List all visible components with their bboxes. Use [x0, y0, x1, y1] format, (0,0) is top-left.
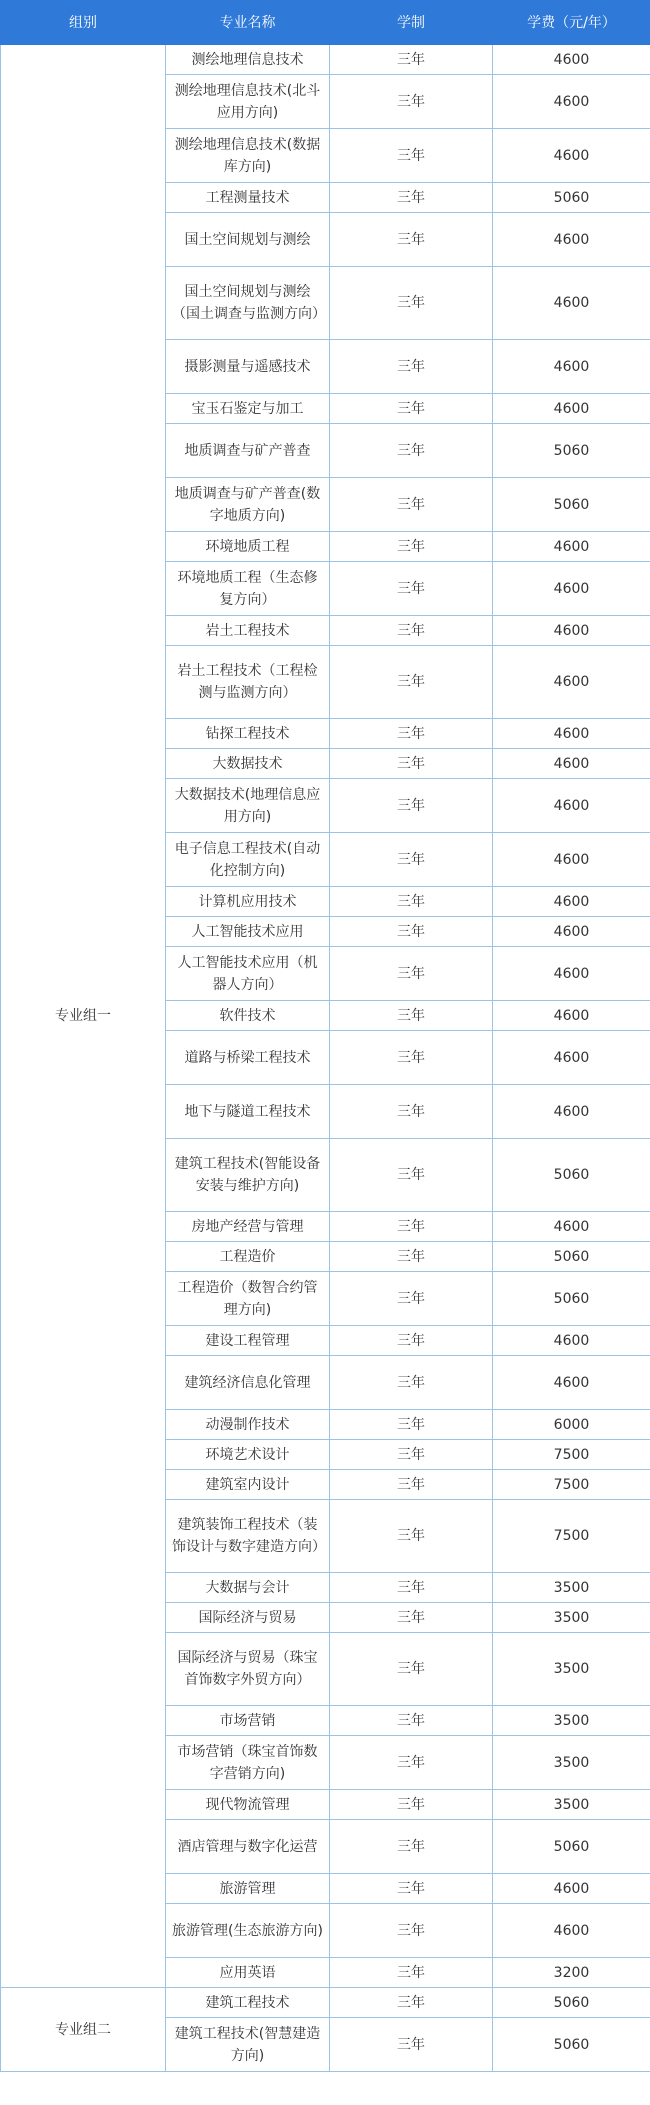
fee-cell: 4600: [493, 719, 650, 749]
major-name-cell: 岩土工程技术: [166, 616, 330, 646]
major-name-cell: 环境艺术设计: [166, 1440, 330, 1470]
duration-cell: 三年: [330, 1212, 493, 1242]
fee-cell: 3500: [493, 1736, 650, 1790]
fee-cell: 3500: [493, 1706, 650, 1736]
major-name-cell: 动漫制作技术: [166, 1410, 330, 1440]
duration-cell: 三年: [330, 1706, 493, 1736]
fee-cell: 3200: [493, 1958, 650, 1988]
duration-cell: 三年: [330, 616, 493, 646]
major-name-cell: 工程造价: [166, 1242, 330, 1272]
major-name-cell: 大数据技术(地理信息应用方向): [166, 779, 330, 833]
fee-cell: 4600: [493, 1326, 650, 1356]
major-name-cell: 市场营销（珠宝首饰数字营销方向): [166, 1736, 330, 1790]
fee-cell: 5060: [493, 1820, 650, 1874]
duration-cell: 三年: [330, 1573, 493, 1603]
duration-cell: 三年: [330, 1790, 493, 1820]
table-body: [1, 45, 650, 2072]
fee-cell: 4600: [493, 833, 650, 887]
header-major: 专业名称: [166, 1, 330, 45]
duration-cell: 三年: [330, 424, 493, 478]
major-name-cell: 房地产经营与管理: [166, 1212, 330, 1242]
major-name-cell: 应用英语: [166, 1958, 330, 1988]
major-name-cell: 环境地质工程（生态修复方向）: [166, 562, 330, 616]
fee-cell: 4600: [493, 1874, 650, 1904]
fee-cell: 4600: [493, 213, 650, 267]
fee-cell: 4600: [493, 887, 650, 917]
major-name-cell: 地质调查与矿产普查(数字地质方向): [166, 478, 330, 532]
duration-cell: 三年: [330, 1470, 493, 1500]
fee-cell: 4600: [493, 1212, 650, 1242]
major-name-cell: 人工智能技术应用（机器人方向）: [166, 947, 330, 1001]
major-name-cell: 软件技术: [166, 1001, 330, 1031]
duration-cell: 三年: [330, 947, 493, 1001]
fee-cell: 4600: [493, 75, 650, 129]
group-cell: 专业组二: [1, 1988, 166, 2072]
fee-cell: 5060: [493, 2018, 650, 2072]
major-name-cell: 工程造价（数智合约管理方向): [166, 1272, 330, 1326]
fee-cell: 4600: [493, 1904, 650, 1958]
duration-cell: 三年: [330, 183, 493, 213]
duration-cell: 三年: [330, 1410, 493, 1440]
major-name-cell: 大数据技术: [166, 749, 330, 779]
fee-cell: 4600: [493, 532, 650, 562]
fee-cell: 3500: [493, 1603, 650, 1633]
fee-cell: 7500: [493, 1470, 650, 1500]
duration-cell: 三年: [330, 1242, 493, 1272]
major-name-cell: 现代物流管理: [166, 1790, 330, 1820]
group-cell: 专业组一: [1, 45, 166, 1988]
major-name-cell: 测绘地理信息技术: [166, 45, 330, 75]
duration-cell: 三年: [330, 1988, 493, 2018]
major-name-cell: 宝玉石鉴定与加工: [166, 394, 330, 424]
duration-cell: 三年: [330, 646, 493, 719]
major-name-cell: 工程测量技术: [166, 183, 330, 213]
duration-cell: 三年: [330, 1820, 493, 1874]
fee-cell: 4600: [493, 646, 650, 719]
fee-cell: 4600: [493, 749, 650, 779]
duration-cell: 三年: [330, 340, 493, 394]
duration-cell: 三年: [330, 129, 493, 183]
fee-cell: 4600: [493, 45, 650, 75]
fee-cell: 4600: [493, 779, 650, 833]
major-name-cell: 建筑工程技术(智慧建造方向): [166, 2018, 330, 2072]
major-name-cell: 道路与桥梁工程技术: [166, 1031, 330, 1085]
major-name-cell: 大数据与会计: [166, 1573, 330, 1603]
major-name-cell: 旅游管理(生态旅游方向): [166, 1904, 330, 1958]
fee-cell: 4600: [493, 267, 650, 340]
major-name-cell: 建筑工程技术: [166, 1988, 330, 2018]
duration-cell: 三年: [330, 917, 493, 947]
duration-cell: 三年: [330, 1500, 493, 1573]
major-name-cell: 建筑装饰工程技术（装饰设计与数字建造方向）: [166, 1500, 330, 1573]
major-name-cell: 测绘地理信息技术(数据库方向): [166, 129, 330, 183]
duration-cell: 三年: [330, 1633, 493, 1706]
fee-cell: 4600: [493, 616, 650, 646]
fee-cell: 7500: [493, 1500, 650, 1573]
table-header-row: [1, 1, 650, 45]
fee-cell: 6000: [493, 1410, 650, 1440]
header-duration: 学制: [330, 1, 493, 45]
fee-cell: 4600: [493, 340, 650, 394]
fee-cell: 4600: [493, 1031, 650, 1085]
fee-cell: 5060: [493, 1139, 650, 1212]
duration-cell: 三年: [330, 1139, 493, 1212]
major-name-cell: 钻探工程技术: [166, 719, 330, 749]
fee-cell: 3500: [493, 1790, 650, 1820]
header-group: 组别: [1, 1, 166, 45]
table-row: [1, 1988, 650, 2018]
major-name-cell: 旅游管理: [166, 1874, 330, 1904]
duration-cell: 三年: [330, 2018, 493, 2072]
duration-cell: 三年: [330, 719, 493, 749]
duration-cell: 三年: [330, 267, 493, 340]
major-name-cell: 测绘地理信息技术(北斗应用方向): [166, 75, 330, 129]
major-name-cell: 人工智能技术应用: [166, 917, 330, 947]
duration-cell: 三年: [330, 394, 493, 424]
major-name-cell: 建筑经济信息化管理: [166, 1356, 330, 1410]
fee-cell: 4600: [493, 394, 650, 424]
duration-cell: 三年: [330, 75, 493, 129]
major-name-cell: 建筑室内设计: [166, 1470, 330, 1500]
fee-cell: 4600: [493, 562, 650, 616]
fee-cell: 4600: [493, 1085, 650, 1139]
duration-cell: 三年: [330, 1440, 493, 1470]
major-name-cell: 市场营销: [166, 1706, 330, 1736]
major-name-cell: 建设工程管理: [166, 1326, 330, 1356]
duration-cell: 三年: [330, 478, 493, 532]
fee-cell: 5060: [493, 478, 650, 532]
duration-cell: 三年: [330, 1326, 493, 1356]
duration-cell: 三年: [330, 1874, 493, 1904]
duration-cell: 三年: [330, 1001, 493, 1031]
duration-cell: 三年: [330, 1958, 493, 1988]
duration-cell: 三年: [330, 562, 493, 616]
major-name-cell: 国土空间规划与测绘: [166, 213, 330, 267]
table-row: [1, 45, 650, 75]
major-name-cell: 建筑工程技术(智能设备安装与维护方向): [166, 1139, 330, 1212]
duration-cell: 三年: [330, 532, 493, 562]
duration-cell: 三年: [330, 887, 493, 917]
major-name-cell: 电子信息工程技术(自动化控制方向): [166, 833, 330, 887]
duration-cell: 三年: [330, 1904, 493, 1958]
major-name-cell: 酒店管理与数字化运营: [166, 1820, 330, 1874]
fee-cell: 4600: [493, 129, 650, 183]
duration-cell: 三年: [330, 1356, 493, 1410]
duration-cell: 三年: [330, 749, 493, 779]
fee-cell: 5060: [493, 424, 650, 478]
fee-cell: 4600: [493, 1001, 650, 1031]
major-name-cell: 环境地质工程: [166, 532, 330, 562]
duration-cell: 三年: [330, 833, 493, 887]
major-name-cell: 国际经济与贸易: [166, 1603, 330, 1633]
duration-cell: 三年: [330, 1603, 493, 1633]
fee-cell: 4600: [493, 1356, 650, 1410]
header-fee: 学费（元/年）: [493, 1, 650, 45]
duration-cell: 三年: [330, 45, 493, 75]
fee-cell: 3500: [493, 1633, 650, 1706]
fee-cell: 5060: [493, 1242, 650, 1272]
duration-cell: 三年: [330, 779, 493, 833]
fee-cell: 4600: [493, 917, 650, 947]
duration-cell: 三年: [330, 1272, 493, 1326]
duration-cell: 三年: [330, 1736, 493, 1790]
duration-cell: 三年: [330, 213, 493, 267]
fee-cell: 4600: [493, 947, 650, 1001]
fee-cell: 5060: [493, 1272, 650, 1326]
major-name-cell: 岩土工程技术（工程检测与监测方向）: [166, 646, 330, 719]
major-name-cell: 计算机应用技术: [166, 887, 330, 917]
fee-cell: 7500: [493, 1440, 650, 1470]
major-name-cell: 摄影测量与遥感技术: [166, 340, 330, 394]
major-name-cell: 国土空间规划与测绘（国土调查与监测方向）: [166, 267, 330, 340]
duration-cell: 三年: [330, 1085, 493, 1139]
major-name-cell: 地质调查与矿产普查: [166, 424, 330, 478]
fee-cell: 3500: [493, 1573, 650, 1603]
major-name-cell: 地下与隧道工程技术: [166, 1085, 330, 1139]
fee-cell: 5060: [493, 183, 650, 213]
duration-cell: 三年: [330, 1031, 493, 1085]
major-name-cell: 国际经济与贸易（珠宝首饰数字外贸方向）: [166, 1633, 330, 1706]
fee-cell: 5060: [493, 1988, 650, 2018]
